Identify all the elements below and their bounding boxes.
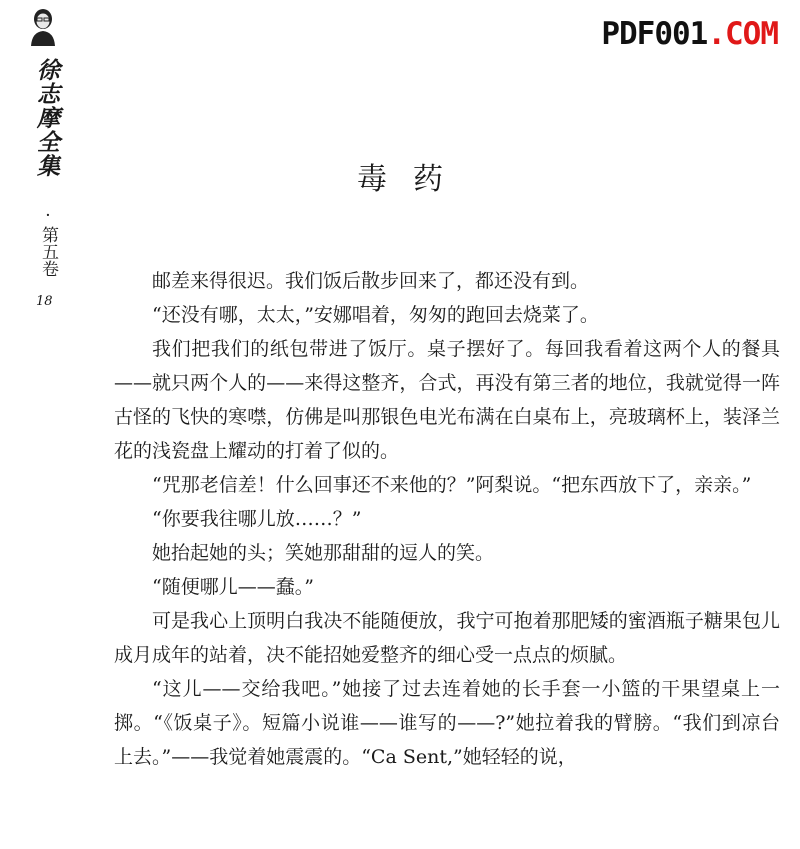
- paragraph: “咒那老信差！什么回事还不来他的？”阿梨说。“把东西放下了，亲亲。”: [152, 474, 752, 496]
- collection-title: 徐志摩全集: [33, 58, 60, 178]
- watermark: [601, 14, 778, 54]
- paragraph: 我们把我们的纸包带进了饭厅。桌子摆好了。每回我看着这两个人的餐具——就只两个人的——来得这整齐，合式，再没有第三者的地位，我就觉得一阵古怪的飞快的寒噤，仿佛是叫那银色电光布满在白桌布上，亮玻璃杯上，装泽兰花的浅瓷盘上耀动的打着了似的。: [114, 338, 780, 462]
- paragraph: “这儿——交给我吧。”她接了过去连着她的长手套一小篮的干果望桌上一掷。“《饭桌子》。短篇小说谁——谁写的——?”她拉着我的臂膀。“我们到凉台上去。”——我觉着她震震的。“Ca Sent,”她轻轻的说，: [114, 678, 780, 768]
- paragraph: 邮差来得很迟。我们饭后散步回来了，都还没有到。: [152, 270, 590, 292]
- body-text: [114, 264, 780, 774]
- watermark-text: PDF001: [601, 16, 708, 52]
- volume-label: ·第五卷: [38, 206, 58, 277]
- page-number: 18: [36, 294, 53, 309]
- paragraph: 可是我心上顶明白我决不能随便放，我宁可抱着那肥矮的蜜酒瓶子糖果包儿成月成年的站着，决不能招她爱整齐的细心受一点点的烦腻。: [114, 610, 780, 666]
- chapter-title: 毒药: [357, 162, 469, 197]
- watermark-domain: .COM: [707, 16, 778, 52]
- paragraph: 她抬起她的头；笑她那甜甜的逗人的笑。: [152, 542, 495, 564]
- paragraph: “随便哪儿——蠢。”: [152, 576, 314, 598]
- paragraph: “还没有哪，太太，”安娜唱着，匆匆的跑回去烧菜了。: [152, 304, 599, 326]
- paragraph: “你要我往哪儿放……？”: [152, 508, 362, 530]
- author-portrait-icon: [26, 6, 60, 46]
